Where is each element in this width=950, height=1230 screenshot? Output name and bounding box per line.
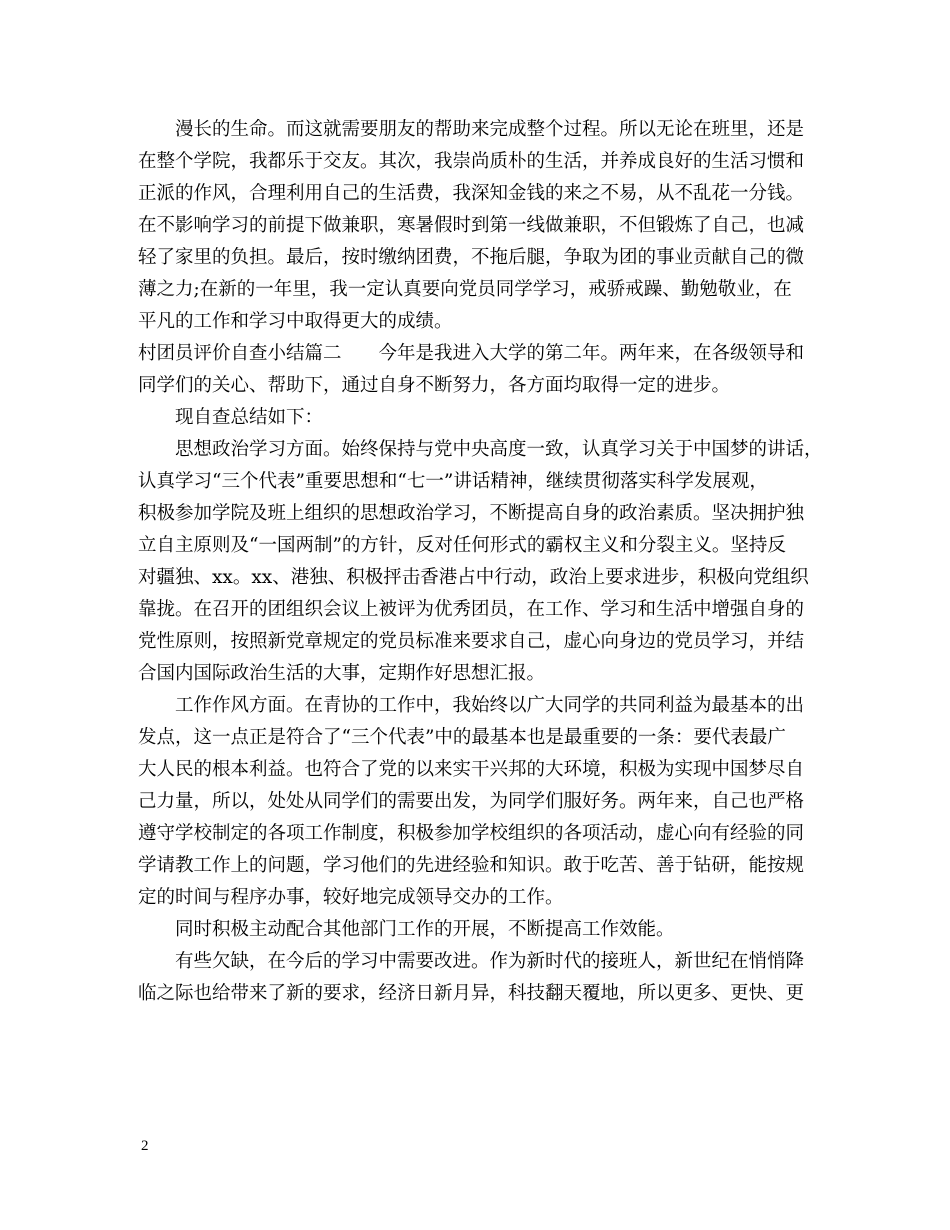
text-line: 思想政治学习方面。始终保持与党中央高度一致，认真学习关于中国梦的讲话， bbox=[138, 439, 823, 460]
page-number: 2 bbox=[141, 1138, 149, 1154]
text-line: 认真学习“三个代表”重要思想和“七一”讲话精神，继续贯彻落实科学发展观， bbox=[138, 471, 768, 492]
text-line: 学请教工作上的问题，学习他们的先进经验和知识。敢于吃苦、善于钻研，能按规 bbox=[138, 855, 805, 876]
text-line: 党性原则，按照新党章规定的党员标准来要求自己，虚心向身边的党员学习，并结 bbox=[138, 631, 805, 652]
text-line: 积极参加学院及班上组织的思想政治学习，不断提高自身的政治素质。坚决拥护独 bbox=[138, 503, 805, 524]
text-line: 薄之力;在新的一年里，我一定认真要向党员同学学习，戒骄戒躁、勤勉敬业，在 bbox=[138, 279, 792, 300]
text-line: 同时积极主动配合其他部门工作的开展，不断提高工作效能。 bbox=[138, 919, 675, 940]
text-line: 轻了家里的负担。最后，按时缴纳团费，不拖后腿，争取为团的事业贡献自己的微 bbox=[138, 247, 805, 268]
text-line: 在不影响学习的前提下做兼职，寒暑假时到第一线做兼职，不但锻炼了自己，也减 bbox=[138, 215, 805, 236]
text-line: 己力量，所以，处处从同学们的需要出发，为同学们服好务。两年来，自己也严格 bbox=[138, 791, 805, 812]
text-line: 现自查总结如下： bbox=[138, 407, 324, 428]
text-line: 正派的作风，合理利用自己的生活费，我深知金钱的来之不易，从不乱花一分钱。 bbox=[138, 183, 805, 204]
text-line: 大人民的根本利益。也符合了党的以来实干兴邦的大环境，积极为实现中国梦尽自 bbox=[138, 759, 805, 780]
text-line: 发点，这一点正是符合了“三个代表”中的最基本也是最重要的一条：要代表最广 bbox=[138, 727, 786, 748]
text-line: 同学们的关心、帮助下，通过自身不断努力，各方面均取得一定的进步。 bbox=[138, 375, 731, 396]
text-line: 在整个学院，我都乐于交友。其次，我崇尚质朴的生活，并养成良好的生活习惯和 bbox=[138, 151, 805, 172]
text-line: 靠拢。在召开的团组织会议上被评为优秀团员，在工作、学习和生活中增强自身的 bbox=[138, 599, 805, 620]
text-line: 漫长的生命。而这就需要朋友的帮助来完成整个过程。所以无论在班里，还是 bbox=[138, 119, 805, 140]
text-line: 对疆独、xx。xx、港独、积极抨击香港占中行动，政治上要求进步，积极向党组织 bbox=[138, 567, 809, 588]
text-line: 合国内国际政治生活的大事，定期作好思想汇报。 bbox=[138, 663, 546, 684]
text-line: 定的时间与程序办事，较好地完成领导交办的工作。 bbox=[138, 887, 564, 908]
text-line: 临之际也给带来了新的要求，经济日新月异，科技翻天覆地，所以更多、更快、更 bbox=[138, 983, 805, 1004]
text-line: 工作作风方面。在青协的工作中，我始终以广大同学的共同利益为最基本的出 bbox=[138, 695, 805, 716]
text-line: 有些欠缺，在今后的学习中需要改进。作为新时代的接班人，新世纪在悄悄降 bbox=[138, 951, 805, 972]
text-line: 立自主原则及“一国两制”的方针，反对任何形式的霸权主义和分裂主义。坚持反 bbox=[138, 535, 786, 556]
text-line: 遵守学校制定的各项工作制度，积极参加学校组织的各项活动，虚心向有经验的同 bbox=[138, 823, 805, 844]
text-line: 平凡的工作和学习中取得更大的成绩。 bbox=[138, 311, 453, 332]
text-line: 村团员评价自查小结篇二 今年是我进入大学的第二年。两年来，在各级领导和 bbox=[138, 343, 805, 364]
